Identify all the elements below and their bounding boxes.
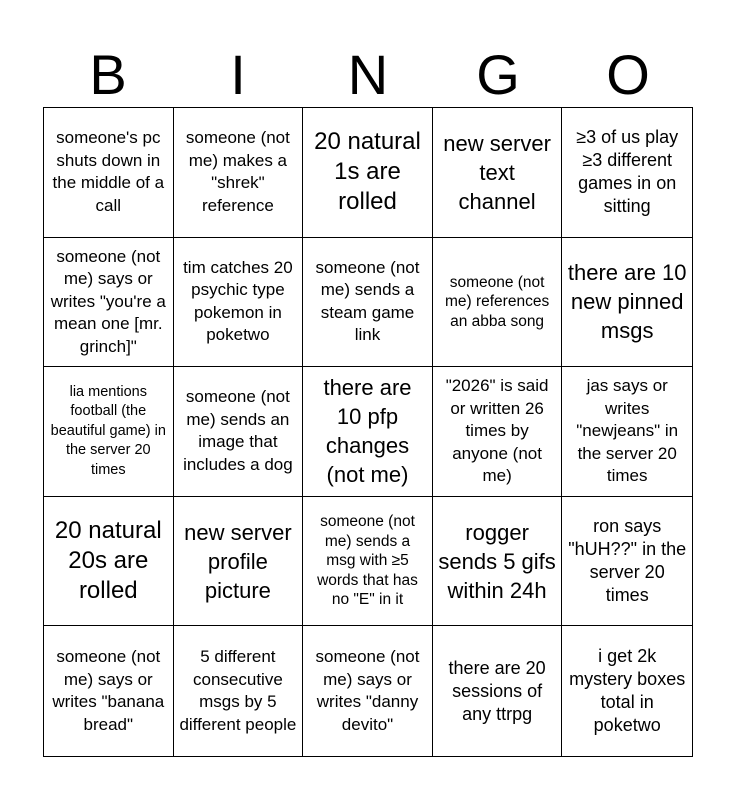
cell-text: there are 10 pfp changes (not me) [323, 375, 412, 488]
cell-text: ron says "hUH??" in the server 20 times [568, 516, 687, 606]
cell-text: someone (not me) says or writes "you're a mean one [mr. grinch]" [50, 246, 166, 356]
header-letter-n: N [347, 43, 389, 106]
cell-text: jas says or writes "newjeans" in the server 20 times [576, 376, 679, 486]
cell-text: i get 2k mystery boxes total in poketwo [569, 646, 686, 736]
bingo-cell[interactable] [433, 626, 563, 756]
cell-text: new server profile picture [184, 519, 292, 603]
cell-text: someone (not me) says or writes "banana bread" [52, 647, 165, 734]
bingo-cell[interactable] [303, 497, 433, 627]
bingo-cell[interactable] [562, 626, 692, 756]
bingo-cell[interactable] [303, 626, 433, 756]
cell-text: 20 natural 20s are rolled [54, 517, 162, 605]
cell-text: 5 different consecutive msgs by 5 different people [179, 647, 297, 734]
bingo-cell[interactable] [303, 108, 433, 238]
bingo-cell[interactable] [174, 626, 304, 756]
bingo-cell[interactable] [433, 497, 563, 627]
bingo-cell[interactable] [562, 108, 692, 238]
cell-text: there are 10 new pinned msgs [567, 260, 687, 344]
bingo-cell[interactable] [174, 108, 304, 238]
cell-text: ≥3 of us play ≥3 different games in on sitting [576, 127, 679, 217]
bingo-header [43, 44, 693, 106]
header-letter-g: G [476, 43, 520, 106]
cell-text: new server text channel [443, 130, 551, 214]
bingo-cell[interactable] [44, 238, 174, 368]
cell-text: someone (not me) sends an image that includes a dog [183, 387, 293, 474]
cell-text: someone's pc shuts down in the middle of a call [52, 128, 165, 215]
bingo-cell[interactable] [174, 497, 304, 627]
header-letter-o: O [606, 43, 650, 106]
bingo-cell[interactable] [44, 497, 174, 627]
bingo-cell[interactable] [303, 238, 433, 368]
bingo-cell[interactable] [433, 108, 563, 238]
bingo-cell[interactable] [303, 367, 433, 497]
cell-text: someone (not me) sends a msg with ≥5 words that has no "E" in it [317, 513, 418, 609]
bingo-cell[interactable] [174, 238, 304, 368]
bingo-cell[interactable] [174, 367, 304, 497]
cell-text: "2026" is said or written 26 times by anyone (not me) [445, 376, 549, 486]
bingo-cell[interactable] [44, 626, 174, 756]
bingo-board [43, 107, 693, 757]
cell-text: there are 20 sessions of any ttrpg [448, 657, 546, 724]
cell-text: 20 natural 1s are rolled [314, 128, 421, 216]
bingo-cell[interactable] [433, 238, 563, 368]
cell-text: rogger sends 5 gifs within 24h [438, 519, 556, 603]
bingo-cell[interactable] [44, 108, 174, 238]
header-letter-i: I [230, 43, 246, 106]
cell-text: lia mentions football (the beautiful game) in the server 20 times [50, 383, 166, 478]
bingo-cell[interactable] [433, 367, 563, 497]
cell-text: someone (not me) sends a steam game link [315, 257, 420, 345]
bingo-cell[interactable] [562, 497, 692, 627]
cell-text: someone (not me) makes a "shrek" reference [185, 128, 290, 215]
bingo-cell[interactable] [562, 367, 692, 497]
bingo-cell[interactable] [44, 367, 174, 497]
bingo-cell[interactable] [562, 238, 692, 368]
header-letter-b: B [89, 43, 127, 106]
cell-text: someone (not me) references an abba song [444, 273, 550, 330]
cell-text: tim catches 20 psychic type pokemon in poketwo [183, 257, 293, 345]
cell-text: someone (not me) says or writes "danny devito" [315, 647, 420, 734]
